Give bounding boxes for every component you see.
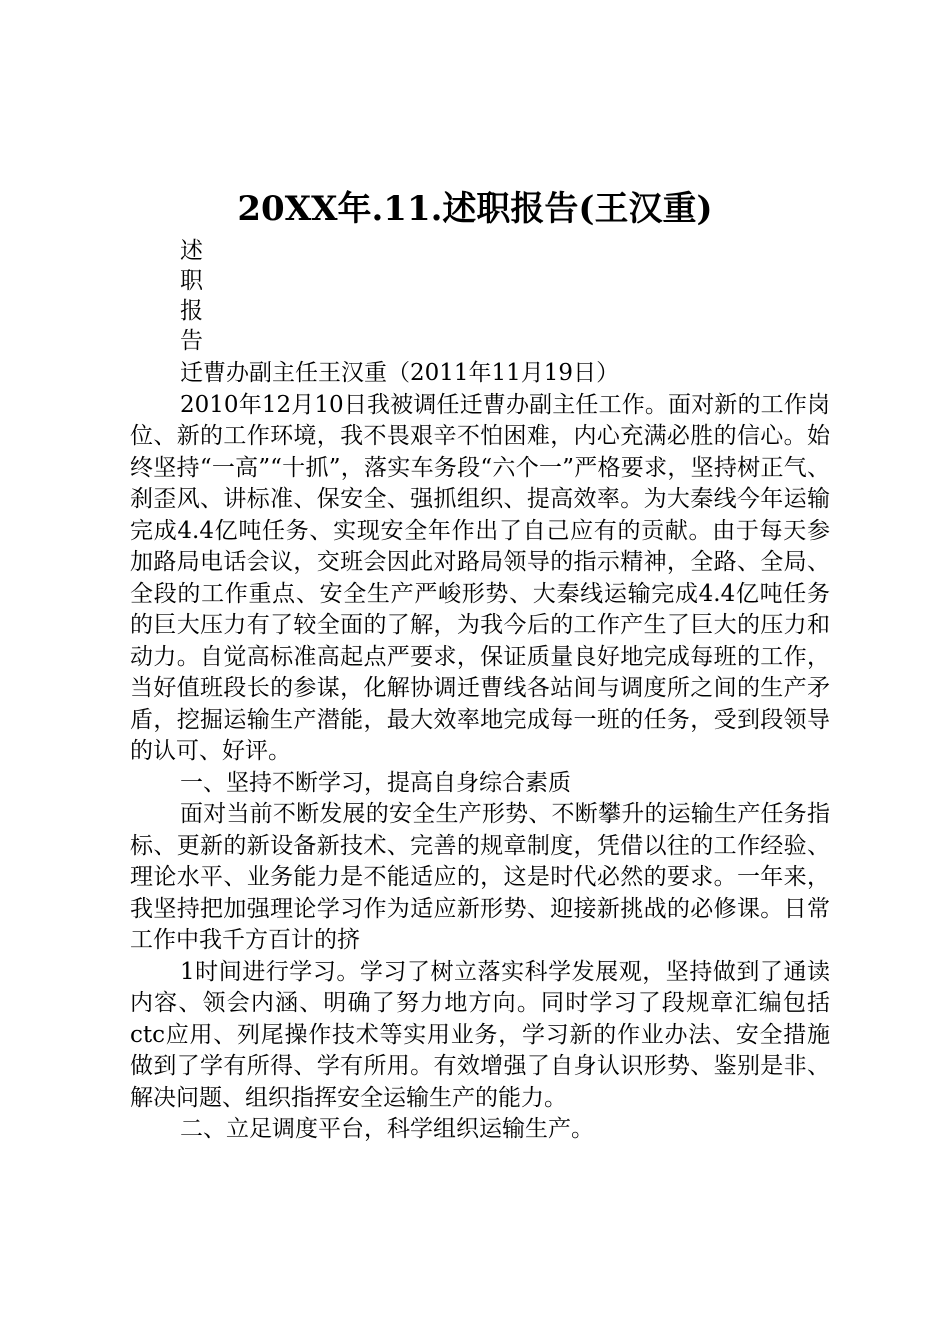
vertical-title-char: 职 (180, 268, 203, 294)
vertical-title-char: 述 (180, 238, 203, 264)
intro-paragraph: 2010年12月10日我被调任迁曹办副主任工作。面对新的工作岗位、新的工作环境，我不畏艰辛不怕困难，内心充满必胜的信心。始终坚持“一高”“十抓”，落实车务段“六个一”严格要求，坚持树正气、刹歪风、讲标准、保安全、强抓组织、提高效率。为大秦线今年运输完成4.4亿吨任务、实现安全年作出了自己应有的贡献。由于每天参加路局电话会议，交班会因此对路局领导的指示精神，全路、全局、全段的工作重点、安全生产严峻形势、大秦线运输完成4.4亿吨任务的巨大压力有了较全面的了解，为我今后的工作产生了巨大的压力和动力。自觉高标准高起点严要求，保证质量良好地完成每班的工作，当好值班段长的参谋，化解协调迁曹线各站间与调度所之间的生产矛盾，挖掘运输生产潜能，最大效率地完成每一班的任务，受到段领导的认可、好评。 (130, 391, 830, 764)
author-line: 迁曹办副主任王汉重（2011年11月19日） (180, 360, 620, 386)
document-body (130, 358, 830, 1146)
section-heading-1: 一、坚持不断学习，提高自身综合素质 (180, 769, 571, 796)
vertical-title-char: 告 (180, 328, 203, 354)
vertical-report-title (180, 236, 220, 356)
vertical-title-char: 报 (180, 298, 203, 324)
section-heading-2: 二、立足调度平台，科学组织运输生产。 (180, 1116, 594, 1142)
section-1-paragraph-continued: 1时间进行学习。学习了树立落实科学发展观，坚持做到了通读内容、领会内涵、明确了努力地方向。同时学习了段规章汇编包括ctc应用、列尾操作技术等实用业务，学习新的作业办法、安全措施做到了学有所得、学有所用。有效增强了自身认识形势、鉴别是非、解决问题、组织指挥安全运输生产的能力。 (130, 958, 830, 1111)
document-title: 20XX年.11.述职报告(王汉重) (237, 189, 713, 229)
section-1-paragraph: 面对当前不断发展的安全生产形势、不断攀升的运输生产任务指标、更新的新设备新技术、完善的规章制度，凭借以往的工作经验、理论水平、业务能力是不能适应的，这是时代必然的要求。一年来，我坚持把加强理论学习作为适应新形势、迎接新挑战的必修课。日常工作中我千方百计的挤 (130, 801, 830, 953)
